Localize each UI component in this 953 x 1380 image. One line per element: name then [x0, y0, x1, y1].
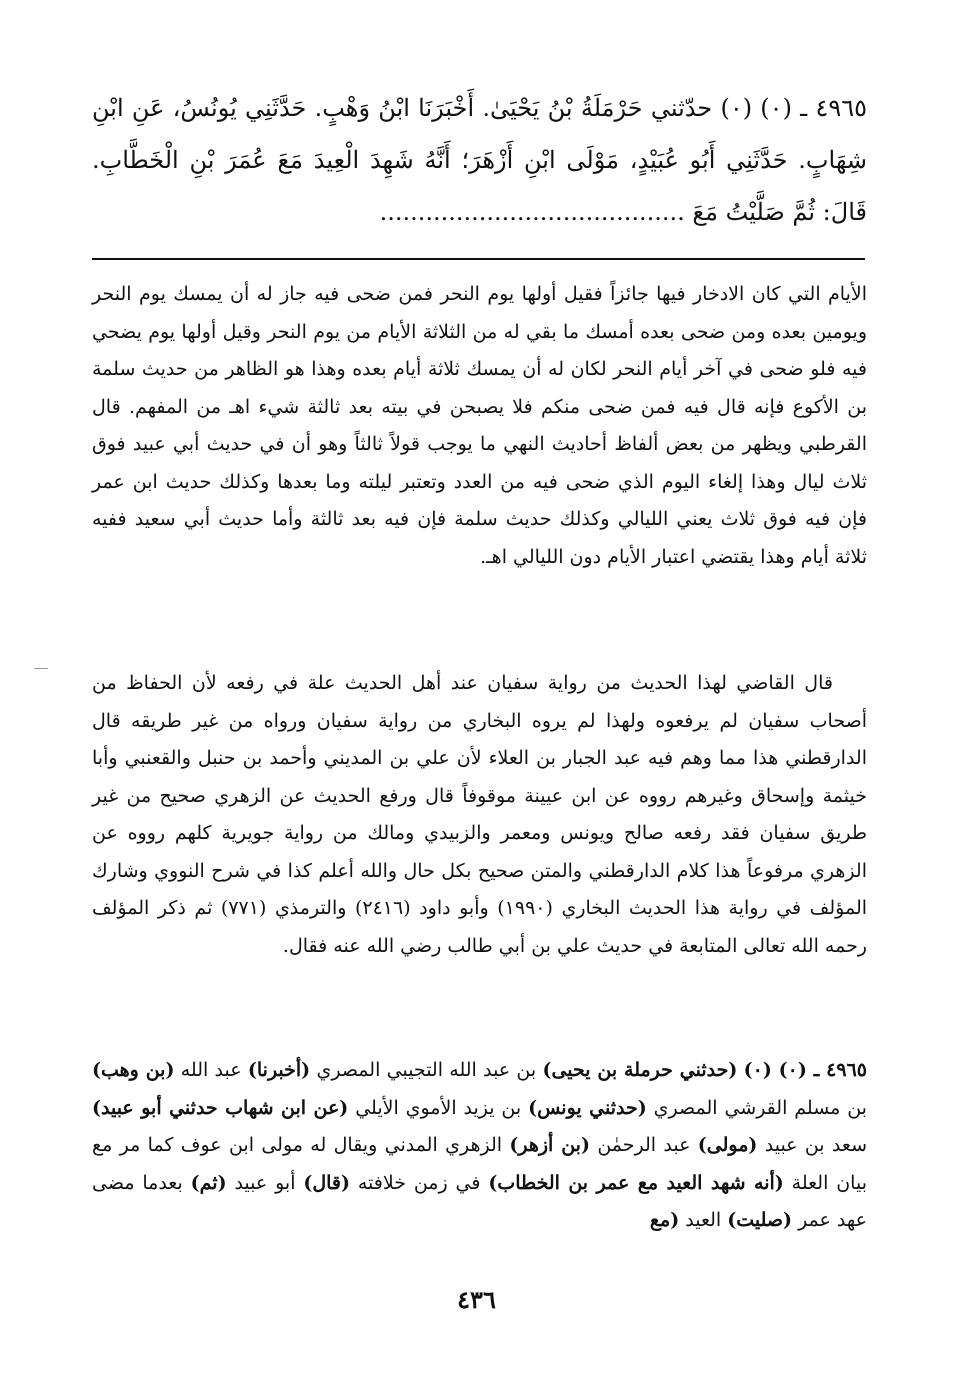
explanation-quote: (مع [649, 1209, 680, 1231]
explanation-quote: (حدثني يونس) [528, 1096, 647, 1119]
page-number: ٤٣٦ [457, 1285, 496, 1314]
explanation-text: بن يزيد الأموي الأيلي [355, 1096, 522, 1119]
explanation-text: في زمن خلافته [357, 1171, 481, 1194]
explanation-quote: (قال) [303, 1171, 350, 1194]
explanation-quote: (ثم) [190, 1171, 227, 1194]
commentary-paragraph-1: الأيام التي كان الادخار فيها جائزاً فقيل أولها يوم النحر فمن ضحى فيه جاز له أن يمسك يوم النحر ويومين بعده ومن ضحى بعده أمسك ما بقي له من الثلاثة الأيام من يوم النحر وقيل أولها يوم يضحي فيه فلو ضحى في آخر أيام النحر لكان له أن يمسك ثلاثة أيام بعده وهذا هو الظاهر من حديث سلمة بن الأكوع فإنه قال فيه فمن ضحى منكم فلا يصبحن في بيته بعد ثالثة شيء اهـ من المفهم. قال القرطبي ويظهر من بعض ألفاظ أحاديث النهي ما يوجب قولاً ثالثاً وهو أن في حديث أبي عبيد فوق ثلاث ليال وهذا إلغاء اليوم الذي ضحى فيه من العدد وتعتبر ليلته وما بعدها وكذلك حديث ابن عمر فإن فيه فوق ثلاث يعني الليالي وكذلك حديث سلمة فإن فيه بعد ثالثة وأما حديث أبي سعيد ففيه ثلاثة أيام وهذا يقتضي اعتبار الأيام دون الليالي اهـ. [92, 283, 867, 568]
commentary-paragraph-3 [92, 1052, 867, 1240]
explanation-quote: (بن أزهر) [509, 1134, 590, 1156]
commentary-paragraph-2: قال القاضي لهذا الحديث من رواية سفيان عند أهل الحديث علة في رفعه لأن الحفاظ من أصحاب سفيان لم يرفعوه ولهذا لم يروه البخاري من رواية سفيان ورواه من غير طريقه قال الدارقطني هذا مما وهم فيه عبد الجبار بن العلاء لأن علي بن المديني وأحمد بن حنبل والقعنبي وأبا خيثمة وإسحاق وغيرهم رووه عن ابن عيينة موقوفاً قال ورفع الحديث عن الزهري صحيح من غير طريق سفيان فقد رفعه صالح ويونس ومعمر والزبيدي ومالك من رواية جويرية كلهم رووه عن الزهري مرفوعاً هذا كلام الدارقطني والمتن صحيح بكل حال والله أعلم كذا في شرح النووي وشارك المؤلف في رواية هذا الحديث البخاري (١٩٩٠) وأبو داود (٢٤١٦) والترمذي (٧٧١) ثم ذكر المؤلف رحمه الله تعالى المتابعة في حديث علي بن أبي طالب رضي الله عنه فقال. [92, 672, 868, 957]
explanation-text: عبد الرحمٰن [597, 1134, 691, 1156]
hadith-body: حدّثني حَرْمَلَةُ بْنُ يَحْيَىٰ. أَخْبَرَنَا ابْنُ وَهْبٍ. حَدَّثَنِي يُونُسُ، عَنِ ابْنِ شِهَابٍ. حَدَّثَنِي أَبُو عُبَيْدٍ، مَوْلَى ابْنِ أَزْهَرَ؛ أَنَّهُ شَهِدَ الْعِيدَ مَعَ عُمَرَ بْنِ الْخَطَّابِ. قَالَ: ثُمَّ صَلَّيْتُ مَعَ ........................................ [92, 94, 867, 226]
explanation-number: ٤٩٦٥ ـ (٠) (٠) [743, 1059, 867, 1081]
explanation-text: الزهري المدني ويقال له مولى ابن عوف كما مر مع بيان العلة [92, 1134, 867, 1194]
explanation-text: أبو عبيد [234, 1171, 296, 1194]
explanation-quote: (مولى) [697, 1134, 758, 1156]
explanation-quote: (أنه شهد العيد مع عمر بن الخطاب) [488, 1171, 784, 1194]
explanation-text: سعد بن عبيد [764, 1134, 867, 1156]
explanation-text: بن عبد الله التجيبي المصري [316, 1059, 537, 1081]
explanation-text: بعدما مضى عهد عمر [92, 1171, 867, 1231]
explanation-quote: (عن ابن شهاب حدثني أبو عبيد) [92, 1096, 349, 1119]
explanation-quote: (حدثني حرملة بن يحيى) [542, 1059, 738, 1081]
explanation-quote: (بن وهب) [92, 1059, 175, 1081]
hadith-number: ٤٩٦٥ ـ (٠) (٠) [720, 94, 867, 122]
explanation-text: العيد [685, 1209, 722, 1231]
explanation-quote: (صليت) [727, 1209, 793, 1231]
explanation-quote: (أخبرنا) [247, 1059, 311, 1081]
hadith-text [92, 82, 867, 238]
margin-mark [34, 668, 48, 669]
separator-rule [92, 258, 865, 260]
explanation-text: عبد الله [180, 1059, 242, 1081]
explanation-text: بن مسلم القرشي المصري [653, 1096, 867, 1119]
